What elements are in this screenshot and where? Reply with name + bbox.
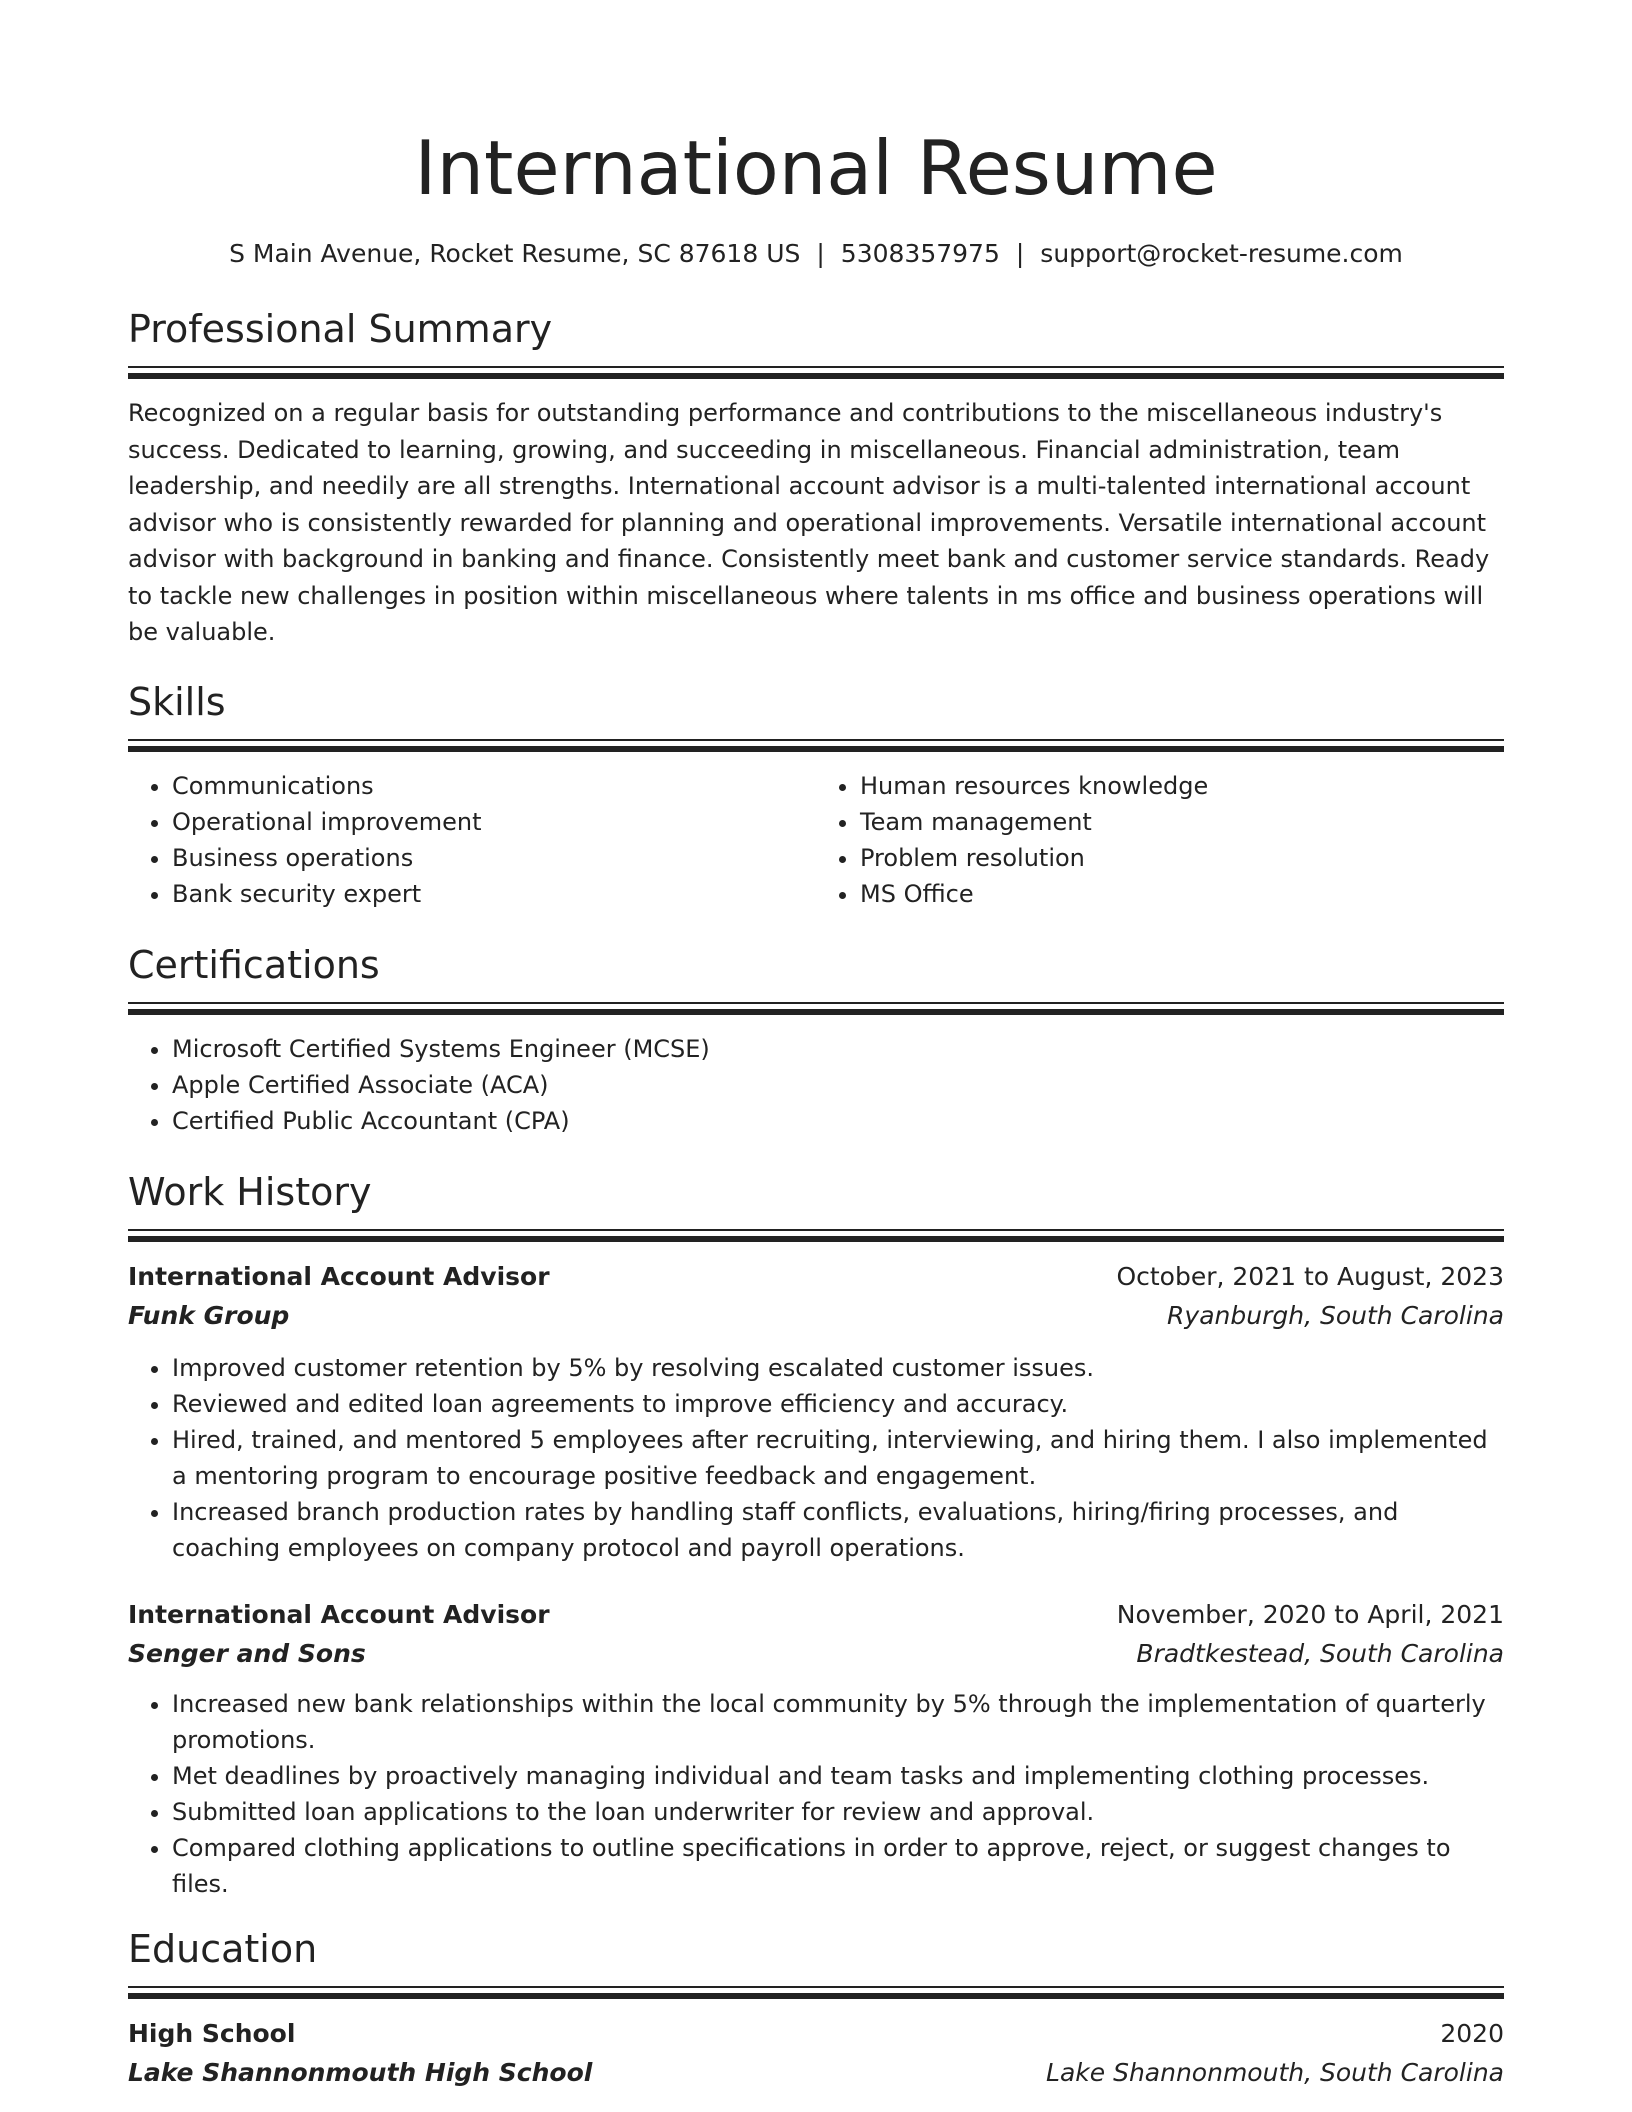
section-divider	[128, 1002, 1504, 1015]
education-entry	[128, 2015, 1504, 2093]
job-bullets	[128, 1350, 1504, 1566]
skills-section	[128, 677, 1504, 912]
job-entry	[128, 1596, 1504, 1902]
job-bullet: • Compared clothing applications to outline specifications in order to approve, reject, or suggest changes to files.	[172, 1830, 1504, 1902]
job-dates: October, 2021 to August, 2023	[1116, 1261, 1504, 1291]
skill-item: • Business operations	[172, 840, 816, 876]
skill-item: • Bank security expert	[172, 876, 816, 912]
section-title-work: Work History	[128, 1169, 372, 1214]
certifications-section	[128, 940, 1504, 1139]
skills-list-right	[816, 768, 1504, 912]
section-title-summary: Professional Summary	[128, 307, 553, 351]
job-bullet: • Improved customer retention by 5% by resolving escalated customer issues.	[172, 1350, 1504, 1386]
section-divider	[128, 1229, 1504, 1242]
contact-separator: |	[1015, 239, 1025, 268]
contact-line	[128, 236, 1504, 272]
skill-item: • Team management	[860, 804, 1504, 840]
work-history-section	[128, 1167, 1504, 1902]
job-bullet: • Hired, trained, and mentored 5 employees after recruiting, interviewing, and hiring them. I also implemented a mentoring program to encourage positive feedback and engagement.	[172, 1422, 1504, 1494]
contact-separator: |	[816, 239, 825, 268]
certifications-list	[128, 1031, 1504, 1139]
job-bullet: • Increased branch production rates by handling staff conflicts, evaluations, hiring/firing processes, and coaching employees on company protocol and payroll operations.	[172, 1494, 1504, 1566]
resume-name: International Resume	[414, 124, 1218, 212]
certification-item: • Certified Public Accountant (CPA)	[172, 1103, 1504, 1139]
section-title-skills: Skills	[128, 679, 226, 724]
education-section	[128, 1924, 1504, 2093]
skill-item: • Problem resolution	[860, 840, 1504, 876]
job-dates: November, 2020 to April, 2021	[1116, 1599, 1504, 1629]
job-bullet: • Increased new bank relationships within the local community by 5% through the implementation of quarterly promotions.	[172, 1686, 1504, 1758]
skill-item: • Operational improvement	[172, 804, 816, 840]
certification-item: • Microsoft Certified Systems Engineer (MCSE)	[172, 1031, 1504, 1067]
job-company: Senger and Sons	[128, 1638, 366, 1668]
section-title-certifications: Certifications	[128, 942, 380, 987]
job-bullet: • Reviewed and edited loan agreements to improve efficiency and accuracy.	[172, 1386, 1504, 1422]
job-location: Ryanburgh, South Carolina	[1167, 1300, 1504, 1330]
job-title: International Account Advisor	[128, 1261, 550, 1291]
education-year: 2020	[1440, 2018, 1504, 2048]
job-bullet: • Met deadlines by proactively managing individual and team tasks and implementing clothing processes.	[172, 1758, 1504, 1794]
section-divider	[128, 366, 1504, 379]
education-degree: High School	[128, 2018, 296, 2048]
contact-email: support@rocket-resume.com	[1040, 239, 1403, 268]
skills-list-left	[128, 768, 816, 912]
job-company: Funk Group	[128, 1300, 290, 1330]
job-entry	[128, 1258, 1504, 1566]
education-location: Lake Shannonmouth, South Carolina	[1046, 2057, 1504, 2087]
certification-item: • Apple Certified Associate (ACA)	[172, 1067, 1504, 1103]
job-title: International Account Advisor	[128, 1599, 550, 1629]
job-bullets	[128, 1686, 1504, 1902]
skill-item: • Human resources knowledge	[860, 768, 1504, 804]
skill-item: • MS Office	[860, 876, 1504, 912]
section-divider	[128, 1986, 1504, 1999]
section-divider	[128, 739, 1504, 752]
section-title-education: Education	[128, 1926, 318, 1971]
summary-section	[128, 304, 1504, 651]
job-bullet: • Submitted loan applications to the loan underwriter for review and approval.	[172, 1794, 1504, 1830]
skill-item: • Communications	[172, 768, 816, 804]
education-school: Lake Shannonmouth High School	[128, 2057, 593, 2087]
job-location: Bradtkestead, South Carolina	[1136, 1638, 1504, 1668]
summary-text: Recognized on a regular basis for outstanding performance and contributions to the miscellaneous industry's success. Dedicated to learning, growing, and succeeding in miscellaneous. Financial administration, team leadership, and needily are all strengths. International account advisor is a multi-talented international account advisor who is consistently rewarded for planning and operational improvements. Versatile international account advisor with background in banking and finance. Consistently meet bank and customer service standards. Ready to tackle new challenges in position within miscellaneous where talents in ms office and business operations will be valuable.	[128, 399, 1490, 646]
skills-columns	[128, 768, 1504, 912]
contact-address: S Main Avenue, Rocket Resume, SC 87618 US	[229, 239, 801, 268]
contact-phone: 5308357975	[840, 239, 1000, 268]
